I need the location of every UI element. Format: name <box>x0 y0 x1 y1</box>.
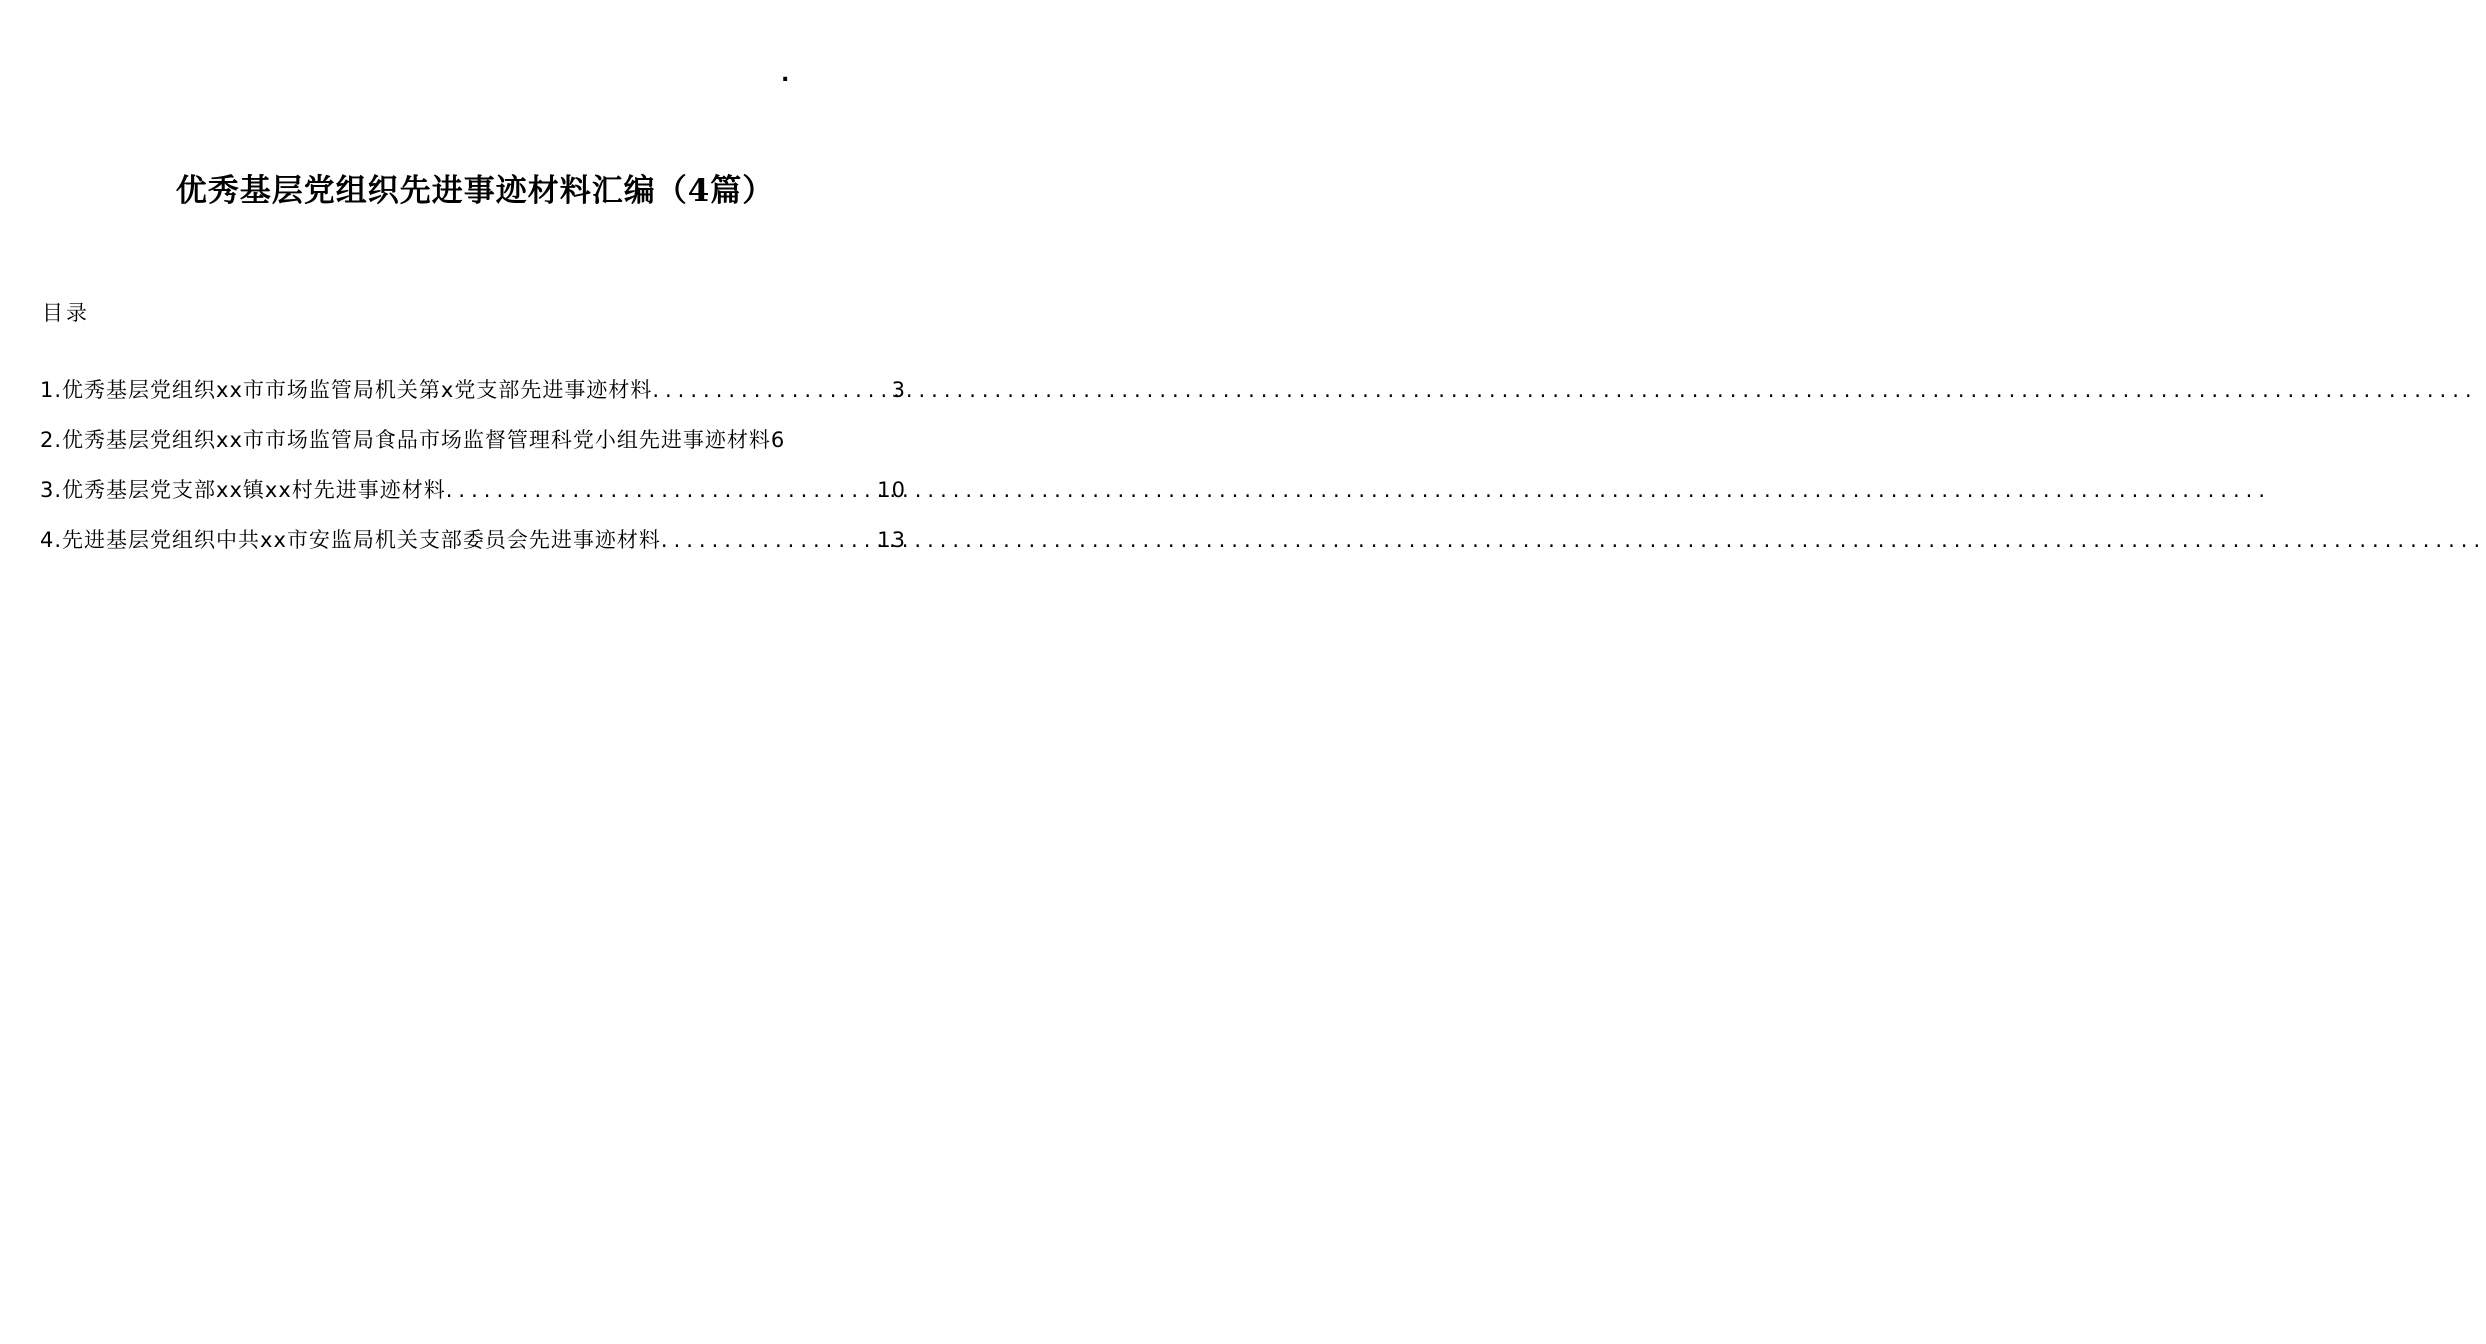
toc-dot-leader <box>446 473 878 507</box>
toc-page-number: 10 <box>877 478 906 502</box>
toc-entry-2[interactable] <box>40 423 906 473</box>
toc-dot-leader <box>652 373 891 407</box>
document-page <box>0 0 950 1344</box>
toc-page-number: 3 <box>891 378 906 402</box>
toc-dot-leader <box>661 523 877 557</box>
toc-entry-3[interactable] <box>40 473 906 523</box>
toc-entry-1[interactable] <box>40 373 906 423</box>
toc-page-number: 13 <box>877 528 906 552</box>
toc-entry-4[interactable] <box>40 523 906 573</box>
document-title: 优秀基层党组织先进事迹材料汇编（4篇） <box>175 173 775 209</box>
toc-entry-title: 3.优秀基层党支部xx镇xx村先进事迹材料 <box>40 478 446 502</box>
table-of-contents <box>40 373 906 573</box>
header-mark: . <box>781 62 790 87</box>
toc-entry-title: 4.先进基层党组织中共xx市安监局机关支部委员会先进事迹材料 <box>40 528 661 552</box>
toc-entry-title: 1.优秀基层党组织xx市市场监管局机关第x党支部先进事迹材料 <box>40 378 653 402</box>
toc-page-number: 6 <box>770 428 786 452</box>
toc-entry-title: 2.优秀基层党组织xx市市场监管局食品市场监督管理科党小组先进事迹材料 <box>40 428 771 452</box>
toc-heading: 目录 <box>42 301 90 325</box>
